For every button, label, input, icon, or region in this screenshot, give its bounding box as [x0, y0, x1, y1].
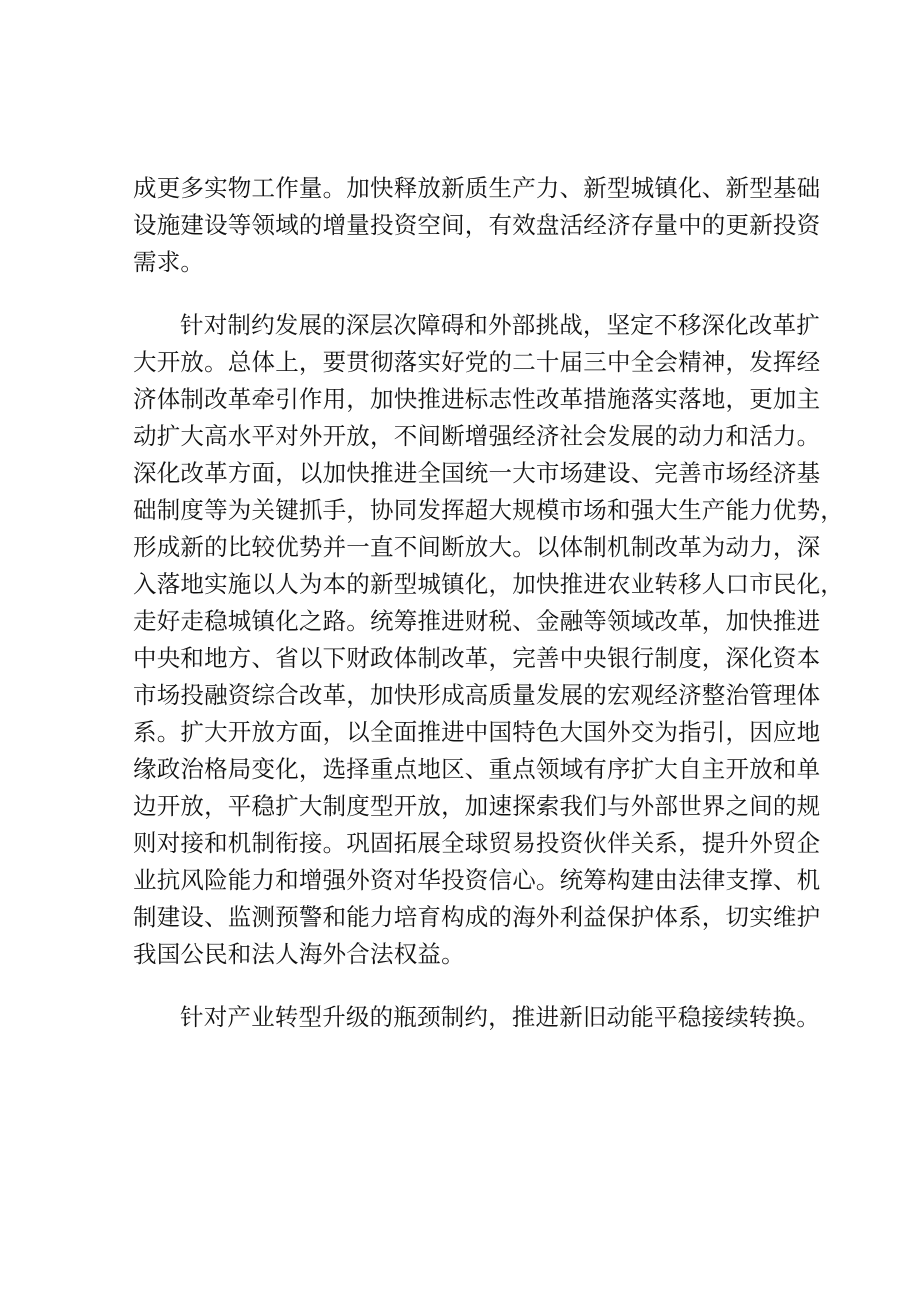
- text-line: 济体制改革牵引作用，加快推进标志性改革措施落实落地，更加主: [133, 385, 821, 413]
- text-line: 边开放，平稳扩大制度型开放，加速探索我们与外部世界之间的规: [133, 792, 821, 820]
- text-line: 系。扩大开放方面，以全面推进中国特色大国外交为指引，因应地: [133, 718, 821, 746]
- text-line: 我国公民和法人海外合法权益。: [133, 940, 465, 968]
- text-line: 入落地实施以人为本的新型城镇化，加快推进农业转移人口市民化，: [133, 570, 844, 598]
- text-line: 则对接和机制衔接。巩固拓展全球贸易投资伙伴关系，提升外贸企: [133, 829, 821, 857]
- text-line: 深化改革方面，以加快推进全国统一大市场建设、完善市场经济基: [133, 459, 821, 487]
- text-line: 形成新的比较优势并一直不间断放大。以体制机制改革为动力，深: [133, 533, 821, 561]
- text-line: 大开放。总体上，要贯彻落实好党的二十届三中全会精神，发挥经: [133, 348, 821, 376]
- paragraph-start-line: 针对产业转型升级的瓶颈制约，推进新旧动能平稳接续转换。: [180, 1003, 820, 1031]
- text-line: 市场投融资综合改革，加快形成高质量发展的宏观经济整治管理体: [133, 681, 821, 709]
- text-line: 设施建设等领域的增量投资空间，有效盘活经济存量中的更新投资: [133, 211, 821, 239]
- text-line: 础制度等为关键抓手，协同发挥超大规模市场和强大生产能力优势，: [133, 496, 844, 524]
- text-line: 缘政治格局变化，选择重点地区、重点领域有序扩大自主开放和单: [133, 755, 821, 783]
- text-line: 动扩大高水平对外开放，不间断增强经济社会发展的动力和活力。: [133, 422, 821, 450]
- text-line: 走好走稳城镇化之路。统筹推进财税、金融等领域改革，加快推进: [133, 607, 821, 635]
- paragraph-start-line: 针对制约发展的深层次障碍和外部挑战，坚定不移深化改革扩: [180, 311, 820, 339]
- text-line: 成更多实物工作量。加快释放新质生产力、新型城镇化、新型基础: [133, 174, 821, 202]
- text-line: 制建设、监测预警和能力培育构成的海外利益保护体系，切实维护: [133, 903, 821, 931]
- text-line: 中央和地方、省以下财政体制改革，完善中央银行制度，深化资本: [133, 644, 821, 672]
- text-line: 需求。: [133, 248, 205, 276]
- text-line: 业抗风险能力和增强外资对华投资信心。统筹构建由法律支撑、机: [133, 866, 821, 894]
